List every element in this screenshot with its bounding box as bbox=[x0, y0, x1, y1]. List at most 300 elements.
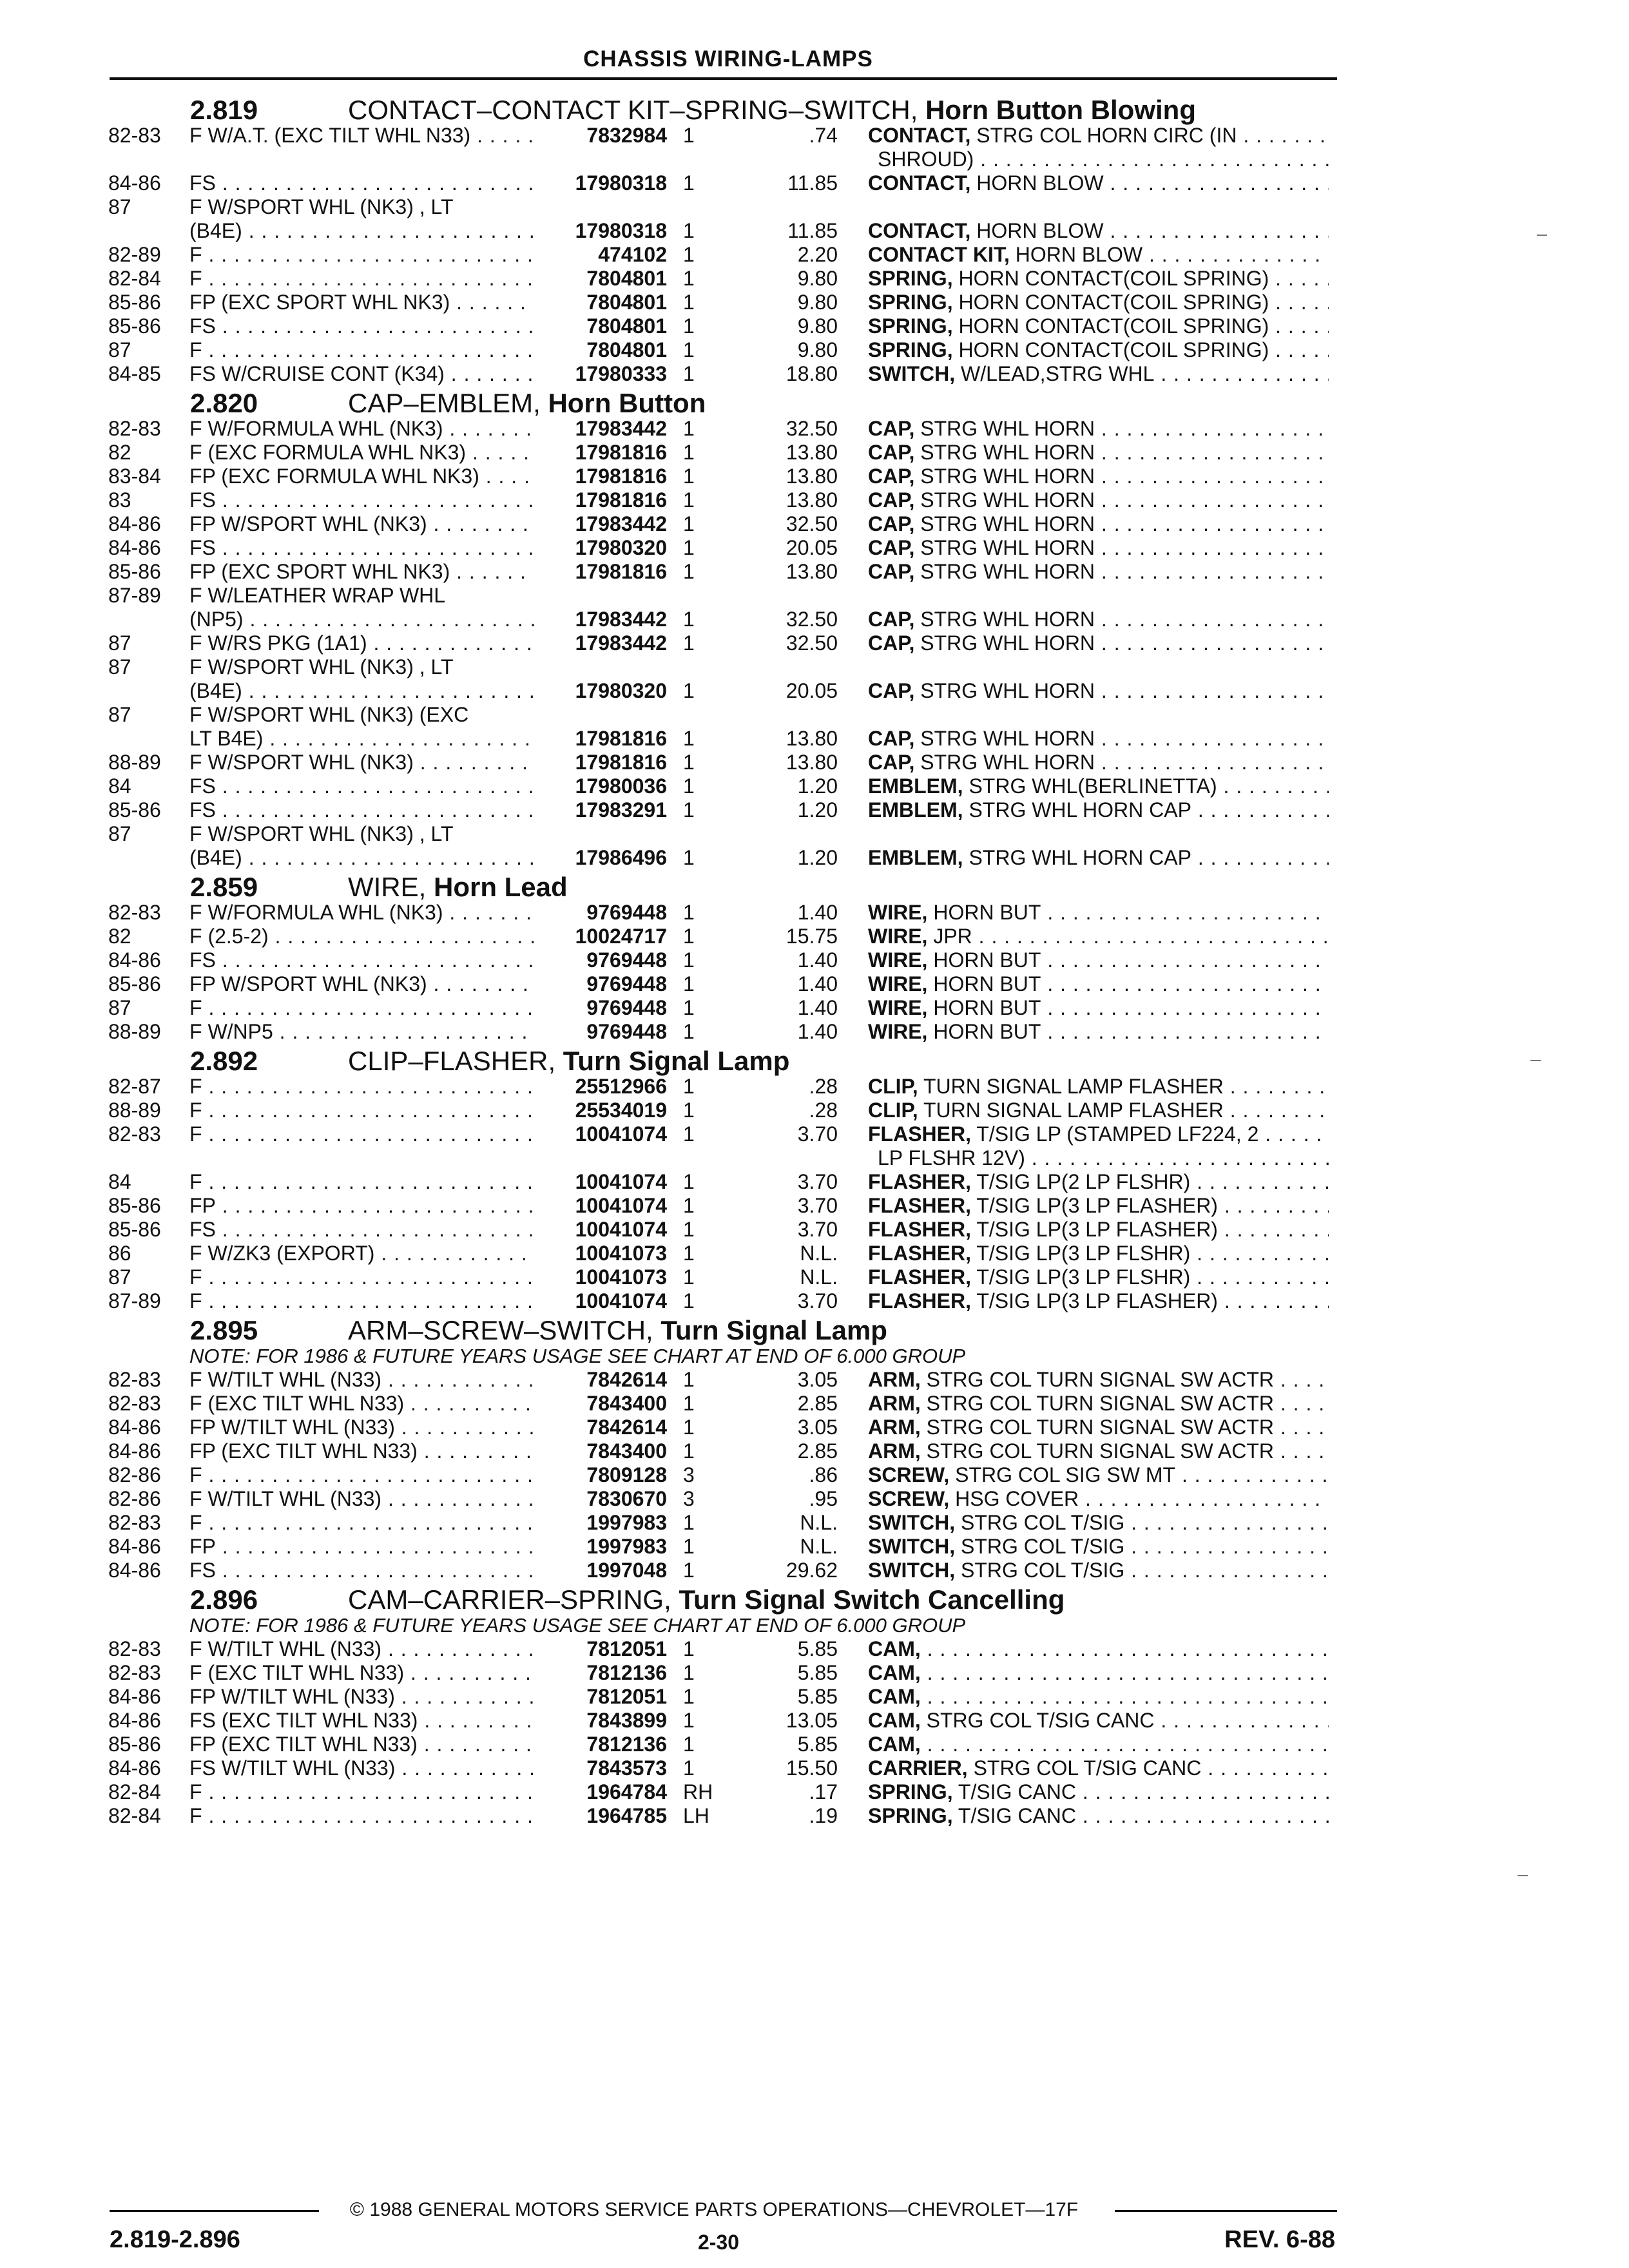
leader-dots bbox=[242, 846, 534, 869]
part-description: W/LEAD,STRG WHL bbox=[960, 362, 1155, 385]
leader-dots bbox=[216, 314, 534, 338]
quantity: 1 bbox=[683, 1756, 695, 1780]
part-number: 7843400 bbox=[586, 1439, 667, 1463]
application bbox=[189, 774, 534, 798]
application bbox=[189, 1463, 534, 1487]
leader-dots bbox=[216, 1559, 534, 1582]
part-name: CAP, bbox=[868, 631, 915, 655]
price: 3.70 bbox=[797, 1170, 838, 1193]
application-text: F W/A.T. (EXC TILT WHL N33) bbox=[189, 124, 471, 147]
part-description: STRG COL T/SIG bbox=[960, 1559, 1125, 1582]
part-description: STRG WHL HORN bbox=[920, 465, 1095, 488]
price: 1.20 bbox=[797, 798, 838, 822]
leader-dots bbox=[1095, 441, 1329, 464]
price: 13.80 bbox=[786, 560, 838, 583]
model-years: 84-86 bbox=[108, 1559, 161, 1582]
description bbox=[868, 1289, 1329, 1313]
application-text: F W/NP5 bbox=[189, 1020, 273, 1043]
leader-dots bbox=[202, 1265, 534, 1289]
part-name: CAP, bbox=[868, 751, 915, 774]
application bbox=[189, 338, 534, 362]
model-years: 87 bbox=[108, 822, 131, 845]
application-text: F bbox=[189, 1804, 202, 1827]
application-text: F (EXC FORMULA WHL NK3) bbox=[189, 441, 467, 464]
price: 15.75 bbox=[786, 925, 838, 948]
part-name: WIRE, bbox=[868, 901, 928, 924]
application bbox=[189, 314, 534, 338]
leader-dots bbox=[427, 512, 534, 535]
part-number: 17981816 bbox=[575, 560, 667, 583]
description bbox=[868, 1218, 1329, 1242]
leader-dots bbox=[1124, 1535, 1329, 1558]
application bbox=[189, 1637, 534, 1661]
description bbox=[868, 925, 1329, 948]
model-years: 84-86 bbox=[108, 536, 161, 559]
price: 5.85 bbox=[797, 1661, 838, 1684]
price: 3.70 bbox=[797, 1122, 838, 1146]
quantity: 1 bbox=[683, 417, 695, 440]
leader-dots bbox=[202, 1170, 534, 1193]
part-number: 7809128 bbox=[586, 1463, 667, 1486]
part-description: STRG WHL HORN bbox=[920, 417, 1095, 440]
model-years: 82-83 bbox=[108, 901, 161, 924]
leader-dots bbox=[1041, 972, 1329, 995]
part-name: CAP, bbox=[868, 465, 915, 488]
section-title-main: ARM–SCREW–SWITCH, bbox=[348, 1315, 653, 1345]
part-name: CAP, bbox=[868, 512, 915, 535]
application bbox=[189, 1368, 534, 1392]
leader-dots bbox=[418, 1709, 534, 1732]
part-number: 7804801 bbox=[586, 314, 667, 338]
application bbox=[189, 1416, 534, 1439]
application bbox=[189, 1242, 534, 1265]
quantity: 1 bbox=[683, 291, 695, 314]
leader-dots bbox=[395, 1685, 534, 1708]
part-description: STRG WHL(BERLINETTA) bbox=[969, 774, 1217, 798]
description bbox=[868, 798, 1329, 822]
part-name: ARM, bbox=[868, 1416, 921, 1439]
model-years: 82-83 bbox=[108, 1661, 161, 1684]
application bbox=[189, 798, 534, 822]
part-description: HORN CONTACT(COIL SPRING) bbox=[958, 267, 1269, 290]
part-name: FLASHER, bbox=[868, 1289, 971, 1312]
leader-dots bbox=[273, 1020, 534, 1043]
part-number: 17983442 bbox=[575, 417, 667, 440]
description bbox=[868, 267, 1329, 291]
quantity: 1 bbox=[683, 1099, 695, 1122]
part-name: CAM, bbox=[868, 1637, 921, 1660]
application bbox=[189, 1439, 534, 1463]
leader-dots bbox=[216, 1218, 534, 1241]
leader-dots bbox=[1095, 608, 1329, 631]
price: 13.80 bbox=[786, 441, 838, 464]
application-text: F bbox=[189, 267, 202, 290]
part-description: STRG COL TURN SIGNAL SW ACTR bbox=[926, 1368, 1274, 1391]
part-name: EMBLEM, bbox=[868, 846, 963, 869]
description bbox=[868, 1368, 1329, 1392]
part-name: SPRING, bbox=[868, 1780, 953, 1803]
part-description: SHROUD) bbox=[878, 148, 974, 171]
section-title bbox=[348, 95, 1196, 125]
model-years: 87-89 bbox=[108, 584, 161, 607]
application-text: F W/SPORT WHL (NK3) bbox=[189, 751, 414, 774]
part-number: 7812051 bbox=[586, 1637, 667, 1660]
application-text: (B4E) bbox=[189, 679, 242, 702]
leader-dots bbox=[1076, 1780, 1329, 1803]
part-name: SCREW, bbox=[868, 1463, 950, 1486]
part-name: SCREW, bbox=[868, 1487, 950, 1510]
model-years: 85-86 bbox=[108, 1218, 161, 1241]
description bbox=[868, 291, 1329, 314]
quantity: 1 bbox=[683, 751, 695, 774]
application-text: F W/TILT WHL (N33) bbox=[189, 1637, 382, 1660]
application bbox=[189, 1194, 534, 1218]
footer-page-number: 2-30 bbox=[697, 2231, 740, 2254]
application-text: F W/FORMULA WHL (NK3) bbox=[189, 417, 443, 440]
part-description: T/SIG LP (STAMPED LF224, 2 bbox=[976, 1122, 1259, 1146]
price: 32.50 bbox=[786, 512, 838, 535]
leader-dots bbox=[1224, 1099, 1329, 1122]
part-description: STRG COL HORN CIRC (IN bbox=[976, 124, 1237, 147]
part-number: 1964785 bbox=[586, 1804, 667, 1827]
leader-dots bbox=[1041, 901, 1329, 924]
part-description: HSG COVER bbox=[955, 1487, 1079, 1510]
description bbox=[868, 1194, 1329, 1218]
part-name: CAP, bbox=[868, 488, 915, 512]
application-text: FP W/TILT WHL (N33) bbox=[189, 1416, 395, 1439]
quantity: 1 bbox=[683, 1535, 695, 1558]
part-number: 7804801 bbox=[586, 267, 667, 290]
description bbox=[868, 338, 1329, 362]
application-text: F W/TILT WHL (N33) bbox=[189, 1487, 382, 1510]
description bbox=[868, 1099, 1329, 1122]
leader-dots bbox=[216, 1535, 534, 1558]
section-number: 2.820 bbox=[190, 388, 258, 418]
application-text: FP (EXC FORMULA WHL NK3) bbox=[189, 465, 479, 488]
application-text: F (EXC TILT WHL N33) bbox=[189, 1661, 405, 1684]
application-text: F W/SPORT WHL (NK3) , LT bbox=[189, 195, 454, 218]
model-years: 84-86 bbox=[108, 1756, 161, 1780]
part-description: T/SIG LP(3 LP FLASHER) bbox=[976, 1218, 1218, 1241]
model-years: 84 bbox=[108, 1170, 131, 1193]
application-text: (B4E) bbox=[189, 846, 242, 869]
application bbox=[189, 1709, 534, 1733]
part-description: TURN SIGNAL LAMP FLASHER bbox=[923, 1075, 1224, 1098]
description bbox=[868, 1535, 1329, 1559]
part-number: 10041074 bbox=[575, 1218, 667, 1241]
quantity: 1 bbox=[683, 631, 695, 655]
section-number: 2.892 bbox=[190, 1046, 258, 1076]
application-text: F bbox=[189, 338, 202, 361]
quantity: 1 bbox=[683, 124, 695, 147]
leader-dots bbox=[1274, 1439, 1329, 1463]
leader-dots bbox=[242, 679, 534, 702]
description bbox=[868, 1122, 1329, 1146]
price: 1.40 bbox=[797, 972, 838, 995]
application bbox=[189, 584, 534, 608]
quantity: 1 bbox=[683, 1122, 695, 1146]
part-name: FLASHER, bbox=[868, 1194, 971, 1217]
part-description: T/SIG CANC bbox=[958, 1780, 1077, 1803]
quantity: 1 bbox=[683, 608, 695, 631]
part-name: WIRE, bbox=[868, 1020, 928, 1043]
part-number: 9769448 bbox=[586, 901, 667, 924]
model-years: 82-87 bbox=[108, 1075, 161, 1098]
price: .74 bbox=[809, 124, 838, 147]
price: 9.80 bbox=[797, 267, 838, 290]
part-number: 7843899 bbox=[586, 1709, 667, 1732]
price: .28 bbox=[809, 1075, 838, 1098]
application bbox=[189, 171, 534, 195]
application-text: FS bbox=[189, 774, 216, 798]
leader-dots bbox=[216, 171, 534, 195]
quantity: 1 bbox=[683, 1511, 695, 1534]
quantity: 1 bbox=[683, 901, 695, 924]
description bbox=[868, 1020, 1329, 1044]
application bbox=[189, 1733, 534, 1756]
price: 18.80 bbox=[786, 362, 838, 385]
quantity: 1 bbox=[683, 362, 695, 385]
description bbox=[868, 1685, 1329, 1709]
part-number: 17980320 bbox=[575, 536, 667, 559]
part-description: STRG COL T/SIG CANC bbox=[926, 1709, 1155, 1732]
leader-dots bbox=[1190, 1170, 1329, 1193]
leader-dots bbox=[1191, 798, 1329, 822]
leader-dots bbox=[1124, 1511, 1329, 1534]
model-years: 82-83 bbox=[108, 1392, 161, 1415]
application-text: F W/SPORT WHL (NK3) (EXC bbox=[189, 703, 469, 726]
part-name: SWITCH, bbox=[868, 362, 956, 385]
leader-dots bbox=[381, 1637, 534, 1660]
application-text: F W/ZK3 (EXPORT) bbox=[189, 1242, 375, 1265]
price: 3.70 bbox=[797, 1289, 838, 1312]
part-name: WIRE, bbox=[868, 948, 928, 972]
footer-copyright: © 1988 GENERAL MOTORS SERVICE PARTS OPERATIONS—CHEVROLET—17F bbox=[349, 2199, 1079, 2220]
leader-dots bbox=[1191, 846, 1329, 869]
leader-dots bbox=[1079, 1487, 1329, 1510]
description bbox=[868, 1242, 1329, 1265]
leader-dots bbox=[1217, 774, 1329, 798]
part-name: CONTACT, bbox=[868, 219, 971, 242]
application-text: F bbox=[189, 996, 202, 1019]
leader-dots bbox=[381, 1368, 534, 1391]
price: 20.05 bbox=[786, 679, 838, 702]
part-number: 10041073 bbox=[575, 1265, 667, 1289]
part-name: FLASHER, bbox=[868, 1122, 971, 1146]
model-years: 82-83 bbox=[108, 1637, 161, 1660]
application-text: FS bbox=[189, 171, 216, 195]
part-description: HORN BLOW bbox=[976, 219, 1104, 242]
quantity: 1 bbox=[683, 948, 695, 972]
part-name: CAP, bbox=[868, 679, 915, 702]
margin-mark bbox=[1518, 1875, 1528, 1876]
section-title bbox=[348, 389, 706, 418]
description bbox=[868, 1804, 1329, 1828]
application-text: F bbox=[189, 1099, 202, 1122]
model-years: 85-86 bbox=[108, 314, 161, 338]
application bbox=[189, 972, 534, 996]
section-title-sub: Horn Lead bbox=[434, 872, 568, 902]
leader-dots bbox=[1095, 727, 1329, 750]
part-number: 1997983 bbox=[586, 1535, 667, 1558]
part-number: 7842614 bbox=[586, 1368, 667, 1391]
part-name: ARM, bbox=[868, 1392, 921, 1415]
application bbox=[189, 925, 534, 948]
section-number: 2.896 bbox=[190, 1584, 258, 1615]
quantity: 1 bbox=[683, 171, 695, 195]
application bbox=[189, 1099, 534, 1122]
quantity: 1 bbox=[683, 972, 695, 995]
part-description: HORN BUT bbox=[933, 996, 1041, 1019]
price: 15.50 bbox=[786, 1756, 838, 1780]
quantity: 1 bbox=[683, 1242, 695, 1265]
application-text: (B4E) bbox=[189, 219, 242, 242]
description bbox=[868, 1709, 1329, 1733]
part-number: 7830670 bbox=[586, 1487, 667, 1510]
leader-dots bbox=[1224, 1075, 1329, 1098]
leader-dots bbox=[244, 608, 534, 631]
application-text: FP W/SPORT WHL (NK3) bbox=[189, 972, 427, 995]
quantity: 1 bbox=[683, 996, 695, 1019]
leader-dots bbox=[1190, 1242, 1329, 1265]
part-name: SWITCH, bbox=[868, 1511, 956, 1534]
application-text: FS (EXC TILT WHL N33) bbox=[189, 1709, 418, 1732]
model-years: 84-86 bbox=[108, 1439, 161, 1463]
leader-dots bbox=[450, 291, 534, 314]
leader-dots bbox=[269, 925, 534, 948]
part-number: 7843400 bbox=[586, 1392, 667, 1415]
application bbox=[189, 1780, 534, 1804]
part-description: HORN BLOW bbox=[976, 171, 1104, 195]
quantity: 1 bbox=[683, 1218, 695, 1241]
part-number: 7843573 bbox=[586, 1756, 667, 1780]
leader-dots bbox=[202, 1289, 534, 1312]
part-description: T/SIG LP(2 LP FLSHR) bbox=[976, 1170, 1191, 1193]
application bbox=[189, 219, 534, 243]
leader-dots bbox=[202, 267, 534, 290]
quantity: 1 bbox=[683, 1559, 695, 1582]
leader-dots bbox=[1124, 1559, 1329, 1582]
description bbox=[868, 996, 1329, 1020]
part-name: CARRIER, bbox=[868, 1756, 968, 1780]
part-description: STRG WHL HORN bbox=[920, 536, 1095, 559]
model-years: 82-84 bbox=[108, 1804, 161, 1827]
model-years: 87 bbox=[108, 631, 131, 655]
application-text: FS W/CRUISE CONT (K34) bbox=[189, 362, 445, 385]
part-number: 9769448 bbox=[586, 1020, 667, 1043]
part-name: CONTACT KIT, bbox=[868, 243, 1010, 266]
leader-dots bbox=[443, 901, 534, 924]
quantity: 1 bbox=[683, 1685, 695, 1708]
description bbox=[868, 488, 1329, 512]
model-years: 84-86 bbox=[108, 171, 161, 195]
quantity: 1 bbox=[683, 1733, 695, 1756]
part-name: WIRE, bbox=[868, 996, 928, 1019]
application bbox=[189, 195, 534, 219]
model-years: 84-86 bbox=[108, 512, 161, 535]
price: 13.80 bbox=[786, 727, 838, 750]
leader-dots bbox=[216, 798, 534, 822]
part-description: T/SIG CANC bbox=[958, 1804, 1077, 1827]
model-years: 82-86 bbox=[108, 1463, 161, 1486]
leader-dots bbox=[1041, 996, 1329, 1019]
description bbox=[868, 512, 1329, 536]
part-name: FLASHER, bbox=[868, 1242, 971, 1265]
application-text: F W/FORMULA WHL (NK3) bbox=[189, 901, 443, 924]
part-description: STRG COL TURN SIGNAL SW ACTR bbox=[926, 1392, 1274, 1415]
part-name: CLIP, bbox=[868, 1099, 918, 1122]
application-text: FP bbox=[189, 1535, 216, 1558]
description bbox=[868, 608, 1329, 631]
section-number: 2.859 bbox=[190, 872, 258, 902]
leader-dots bbox=[1274, 1392, 1329, 1415]
part-description: STRG COL T/SIG bbox=[960, 1535, 1125, 1558]
quantity: 1 bbox=[683, 243, 695, 266]
part-number: 17980320 bbox=[575, 679, 667, 702]
description bbox=[868, 972, 1329, 996]
description bbox=[868, 1559, 1329, 1582]
part-number: 17983442 bbox=[575, 608, 667, 631]
quantity: 1 bbox=[683, 1661, 695, 1684]
part-description: HORN BUT bbox=[933, 948, 1041, 972]
application-text: FP (EXC SPORT WHL NK3) bbox=[189, 560, 450, 583]
quantity: 1 bbox=[683, 314, 695, 338]
price: 11.85 bbox=[787, 171, 838, 195]
price: .86 bbox=[809, 1463, 838, 1486]
part-number: 17980333 bbox=[575, 362, 667, 385]
model-years: 84 bbox=[108, 774, 131, 798]
description bbox=[868, 417, 1329, 441]
model-years: 87 bbox=[108, 703, 131, 726]
quantity: 1 bbox=[683, 1392, 695, 1415]
quantity: 1 bbox=[683, 925, 695, 948]
model-years: 85-86 bbox=[108, 798, 161, 822]
leader-dots bbox=[1258, 1122, 1329, 1146]
application-text: F (2.5-2) bbox=[189, 925, 269, 948]
application bbox=[189, 822, 534, 846]
application bbox=[189, 1265, 534, 1289]
part-number: 17981816 bbox=[575, 465, 667, 488]
application bbox=[189, 679, 534, 703]
leader-dots bbox=[202, 243, 534, 266]
part-description: T/SIG LP(3 LP FLASHER) bbox=[976, 1289, 1218, 1312]
application bbox=[189, 488, 534, 512]
part-description: STRG WHL HORN bbox=[920, 727, 1095, 750]
model-years: 84-86 bbox=[108, 1535, 161, 1558]
application bbox=[189, 1559, 534, 1582]
model-years: 87 bbox=[108, 655, 131, 678]
leader-dots bbox=[1269, 267, 1329, 290]
part-description: STRG WHL HORN bbox=[920, 512, 1095, 535]
price: 13.80 bbox=[786, 751, 838, 774]
part-name: CAM, bbox=[868, 1733, 921, 1756]
model-years: 82 bbox=[108, 925, 131, 948]
leader-dots bbox=[470, 124, 534, 147]
application bbox=[189, 1487, 534, 1511]
price: 9.80 bbox=[797, 291, 838, 314]
description bbox=[868, 362, 1329, 386]
model-years: 85-86 bbox=[108, 1194, 161, 1217]
application-text: F W/RS PKG (1A1) bbox=[189, 631, 367, 655]
part-number: 7812136 bbox=[586, 1733, 667, 1756]
part-number: 17980036 bbox=[575, 774, 667, 798]
quantity: 1 bbox=[683, 774, 695, 798]
part-name: WIRE, bbox=[868, 972, 928, 995]
price: 9.80 bbox=[797, 338, 838, 361]
section-title-sub: Turn Signal Lamp bbox=[660, 1315, 887, 1345]
description bbox=[868, 774, 1329, 798]
section-note: NOTE: FOR 1986 & FUTURE YEARS USAGE SEE CHART AT END OF 6.000 GROUP bbox=[189, 1345, 966, 1367]
